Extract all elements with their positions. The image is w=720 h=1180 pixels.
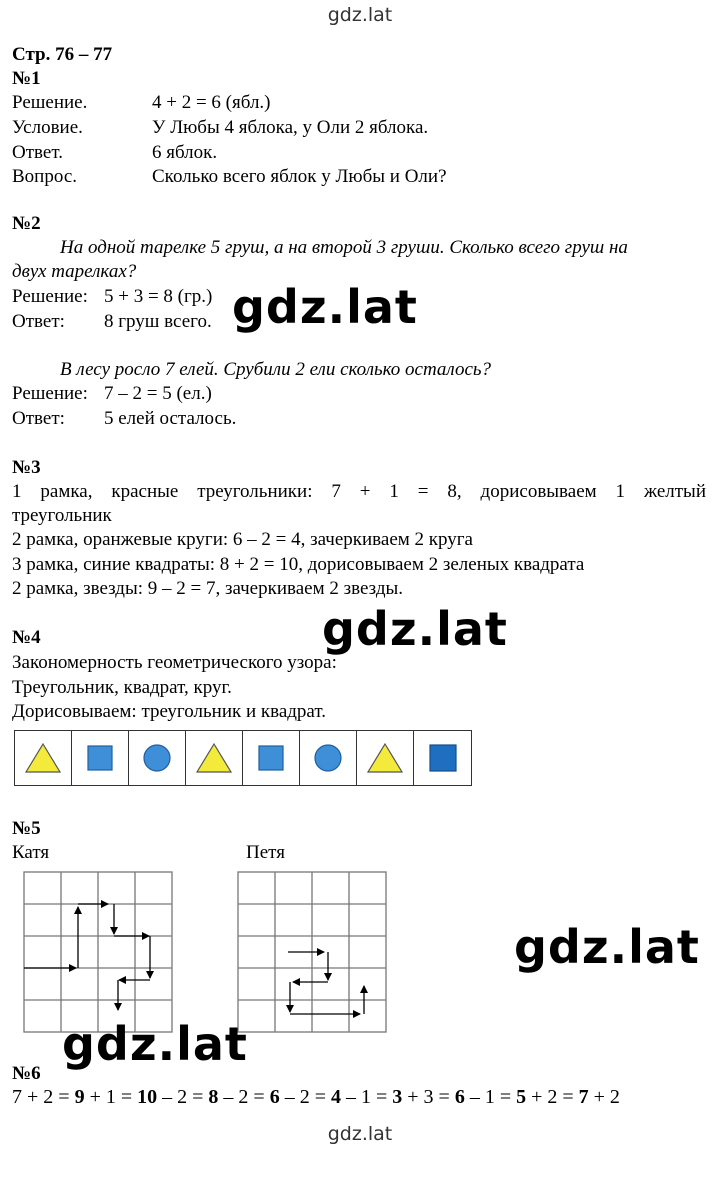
watermark-large: gdz.lat bbox=[232, 280, 418, 334]
page-heading: Стр. 76 – 77 bbox=[12, 44, 113, 65]
pattern-cell bbox=[15, 731, 72, 785]
task3-line4: 2 рамка, звезды: 9 – 2 = 7, зачеркиваем 2 звезды. bbox=[12, 578, 404, 599]
task5-name-petya: Петя bbox=[246, 842, 285, 863]
equation-part: – 2 = bbox=[218, 1086, 270, 1108]
pattern-cell bbox=[186, 731, 243, 785]
task3-line3: 3 рамка, синие квадраты: 8 + 2 = 10, дорисовываем 2 зеленых квадрата bbox=[12, 554, 585, 575]
pattern-cell bbox=[300, 731, 357, 785]
watermark-bottom: gdz.lat bbox=[327, 1123, 393, 1145]
pattern-cell bbox=[357, 731, 414, 785]
task2-answer2-label: Ответ: bbox=[12, 408, 65, 429]
equation-part: – 2 = bbox=[279, 1086, 331, 1108]
task3-number: №3 bbox=[12, 457, 41, 478]
task1-row-label: Решение. bbox=[12, 92, 88, 113]
watermark-large: gdz.lat bbox=[62, 1017, 248, 1071]
task2-answer2-value: 5 елей осталось. bbox=[104, 408, 237, 429]
watermark-large: gdz.lat bbox=[514, 920, 700, 974]
equation-result: 7 bbox=[578, 1086, 589, 1108]
task3-line2: 2 рамка, оранжевые круги: 6 – 2 = 4, зачеркиваем 2 круга bbox=[12, 529, 473, 550]
equation-part: + 2 = bbox=[526, 1086, 579, 1108]
task3-line1-continued: треугольник bbox=[12, 505, 112, 526]
equation-result: 8 bbox=[208, 1086, 219, 1108]
task4-number: №4 bbox=[12, 627, 41, 648]
equation-part: + 2 bbox=[588, 1086, 620, 1108]
square-icon bbox=[253, 740, 289, 776]
katya-grid-path bbox=[18, 868, 180, 1038]
square-icon bbox=[82, 740, 118, 776]
equation-part: + 3 = bbox=[402, 1086, 455, 1108]
task1-row-label: Вопрос. bbox=[12, 166, 77, 187]
task1-row-value: 4 + 2 = 6 (ябл.) bbox=[152, 92, 271, 113]
petya-grid-path bbox=[232, 868, 394, 1038]
triangle-icon bbox=[194, 740, 234, 776]
pattern-cell bbox=[72, 731, 129, 785]
equation-part: 7 + 2 = bbox=[12, 1086, 75, 1108]
watermark-top: gdz.lat bbox=[327, 4, 393, 26]
equation-part: – 2 = bbox=[157, 1086, 209, 1108]
equation-result: 9 bbox=[74, 1086, 85, 1108]
task6-equation-chain bbox=[12, 1086, 620, 1109]
task1-row-label: Ответ. bbox=[12, 142, 63, 163]
task2-problem1-line2: двух тарелках? bbox=[12, 261, 137, 282]
task1-row-value: У Любы 4 яблока, у Оли 2 яблока. bbox=[152, 117, 429, 138]
task5-name-katya: Катя bbox=[12, 842, 50, 863]
square-icon bbox=[425, 740, 461, 776]
task1-row-value: Сколько всего яблок у Любы и Оли? bbox=[152, 166, 447, 187]
pattern-cell bbox=[129, 731, 186, 785]
task1-row-value: 6 яблок. bbox=[152, 142, 218, 163]
pattern-strip bbox=[14, 730, 472, 786]
task4-line3: Дорисовываем: треугольник и квадрат. bbox=[12, 701, 327, 722]
equation-result: 3 bbox=[392, 1086, 403, 1108]
equation-result: 6 bbox=[269, 1086, 280, 1108]
task2-answer1-label: Ответ: bbox=[12, 311, 65, 332]
task2-answer1-value: 8 груш всего. bbox=[104, 311, 212, 332]
task2-problem1-line1: На одной тарелке 5 груш, а на второй 3 груши. Сколько всего груш на bbox=[60, 237, 628, 258]
circle-icon bbox=[310, 740, 346, 776]
equation-result: 6 bbox=[454, 1086, 465, 1108]
equation-part: + 1 = bbox=[84, 1086, 138, 1108]
task1-row-label: Условие. bbox=[12, 117, 83, 138]
triangle-icon bbox=[365, 740, 405, 776]
task4-line1: Закономерность геометрического узора: bbox=[12, 652, 337, 673]
pattern-cell bbox=[414, 731, 471, 785]
task2-solution1-label: Решение: bbox=[12, 286, 88, 307]
task2-solution2-value: 7 – 2 = 5 (ел.) bbox=[104, 383, 212, 404]
equation-part: – 1 = bbox=[464, 1086, 517, 1108]
equation-result: 10 bbox=[137, 1086, 158, 1108]
task6-number: №6 bbox=[12, 1063, 41, 1084]
task3-line1: 1 рамка, красные треугольники: 7 + 1 = 8, дорисовываем 1 желтый bbox=[12, 481, 706, 502]
task1-number: №1 bbox=[12, 68, 41, 89]
task2-number: №2 bbox=[12, 213, 41, 234]
task2-solution1-value: 5 + 3 = 8 (гр.) bbox=[104, 286, 213, 307]
equation-result: 4 bbox=[330, 1086, 341, 1108]
task4-line2: Треугольник, квадрат, круг. bbox=[12, 677, 232, 698]
circle-icon bbox=[139, 740, 175, 776]
task2-solution2-label: Решение: bbox=[12, 383, 88, 404]
pattern-cell bbox=[243, 731, 300, 785]
task2-problem2: В лесу росло 7 елей. Срубили 2 ели сколько осталось? bbox=[60, 359, 492, 380]
equation-part: – 1 = bbox=[340, 1086, 393, 1108]
task5-number: №5 bbox=[12, 818, 41, 839]
triangle-icon bbox=[23, 740, 63, 776]
equation-result: 5 bbox=[516, 1086, 527, 1108]
watermark-large: gdz.lat bbox=[322, 602, 508, 656]
